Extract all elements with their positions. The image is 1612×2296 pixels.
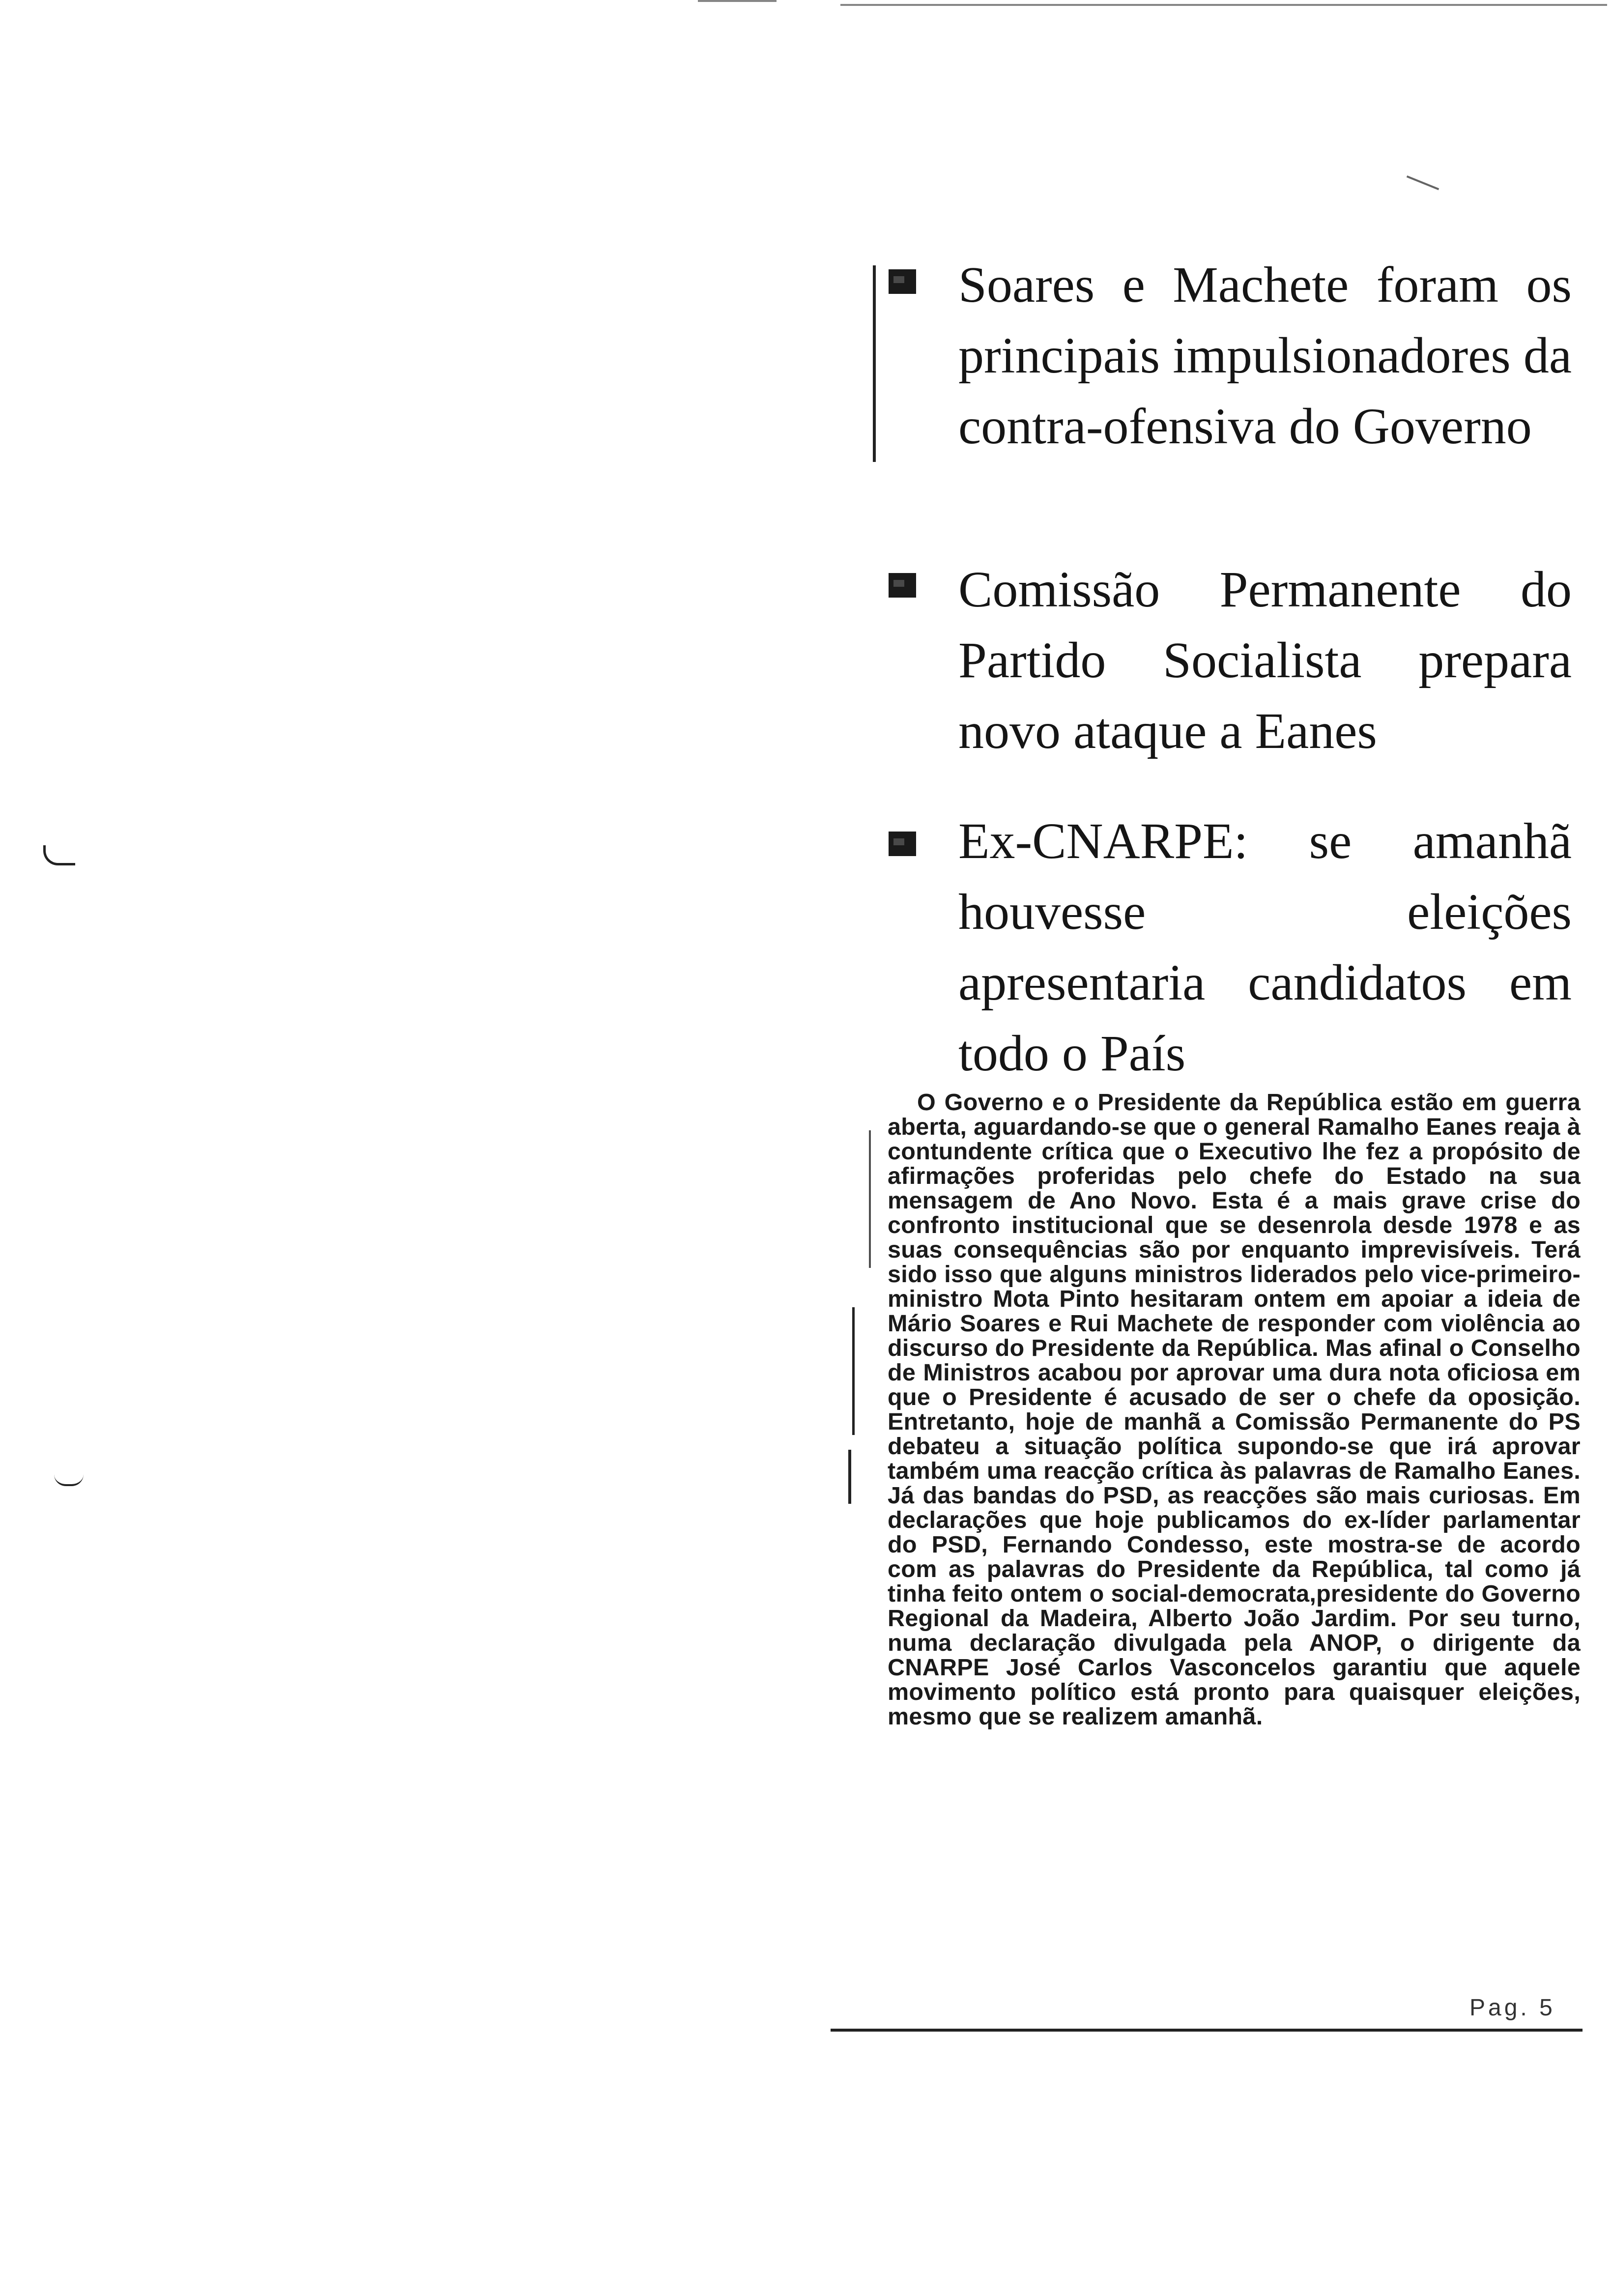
headline-1: Soares e Machete foram os principais impulsionadores da contra-ofensiva do Governo <box>958 257 1572 455</box>
headline-2: Comissão Permanente do Partido Socialista prepara novo ataque a Eanes <box>958 561 1572 759</box>
stray-tick <box>1407 175 1439 190</box>
margin-mark-2 <box>54 1474 84 1486</box>
top-edge-line-left <box>698 0 777 2</box>
page-number: Pag. 5 <box>1469 1995 1555 2021</box>
headline-bullet-2 <box>889 573 916 598</box>
article-body: O Governo e o Presidente da República estão em guerra aberta, aguardando-se que o general Ramalho Eanes reaja à contundente crítica que o Executivo lhe fez a propósito de afirmações proferidas pelo chefe do Estado na sua mensagem de Ano Novo. Esta é a mais grave crise do confronto institucional que se desenrola desde 1978 e as suas consequências são por enquanto imprevisíveis. Terá sido isso que alguns ministros liderados pelo vice-primeiro-ministro Mota Pinto hesitaram ontem em apoiar a ideia de Mário Soares e Rui Machete de responder com violência ao discurso do Presidente da República. Mas afinal o Conselho de Ministros acabou por aprovar uma dura nota oficiosa em que o Presidente é acusado de ser o chefe da oposição. Entretanto, hoje de manhã a Comissão Permanente do PS debateu a situação política supondo-se que irá aprovar também uma reacção crítica às palavras de Ramalho Eanes. Já das bandas do PSD, as reacções são mais curiosas. Em declarações que hoje publicamos do ex-líder parlamentar do PSD, Fernando Condesso, este mostra-se de acordo com as palavras do Presidente da República, tal como já tinha feito ontem o social-democrata,presidente do Governo Regional da Madeira, Alberto João Jardim. Por seu turno, numa declaração divulgada pela ANOP, o dirigente da CNARPE José Carlos Vasconcelos garantiu que aquele movimento político está pronto para quaisquer eleições, mesmo que se realizem amanhã. <box>888 1089 1581 1730</box>
article-side-bar-2 <box>852 1307 855 1435</box>
headline-side-bar <box>873 265 876 462</box>
top-edge-line-right <box>840 4 1607 6</box>
margin-mark-1 <box>43 845 75 865</box>
headline-bullet-1 <box>889 269 916 294</box>
headline-bullet-3 <box>889 832 916 856</box>
article-side-bar-3 <box>848 1450 851 1504</box>
footer-rule <box>831 2029 1583 2032</box>
headline-3: Ex-CNARPE: se amanhã houvesse eleições apresentaria candidatos em todo o País <box>958 813 1572 1082</box>
article-side-bar-1 <box>869 1130 871 1268</box>
